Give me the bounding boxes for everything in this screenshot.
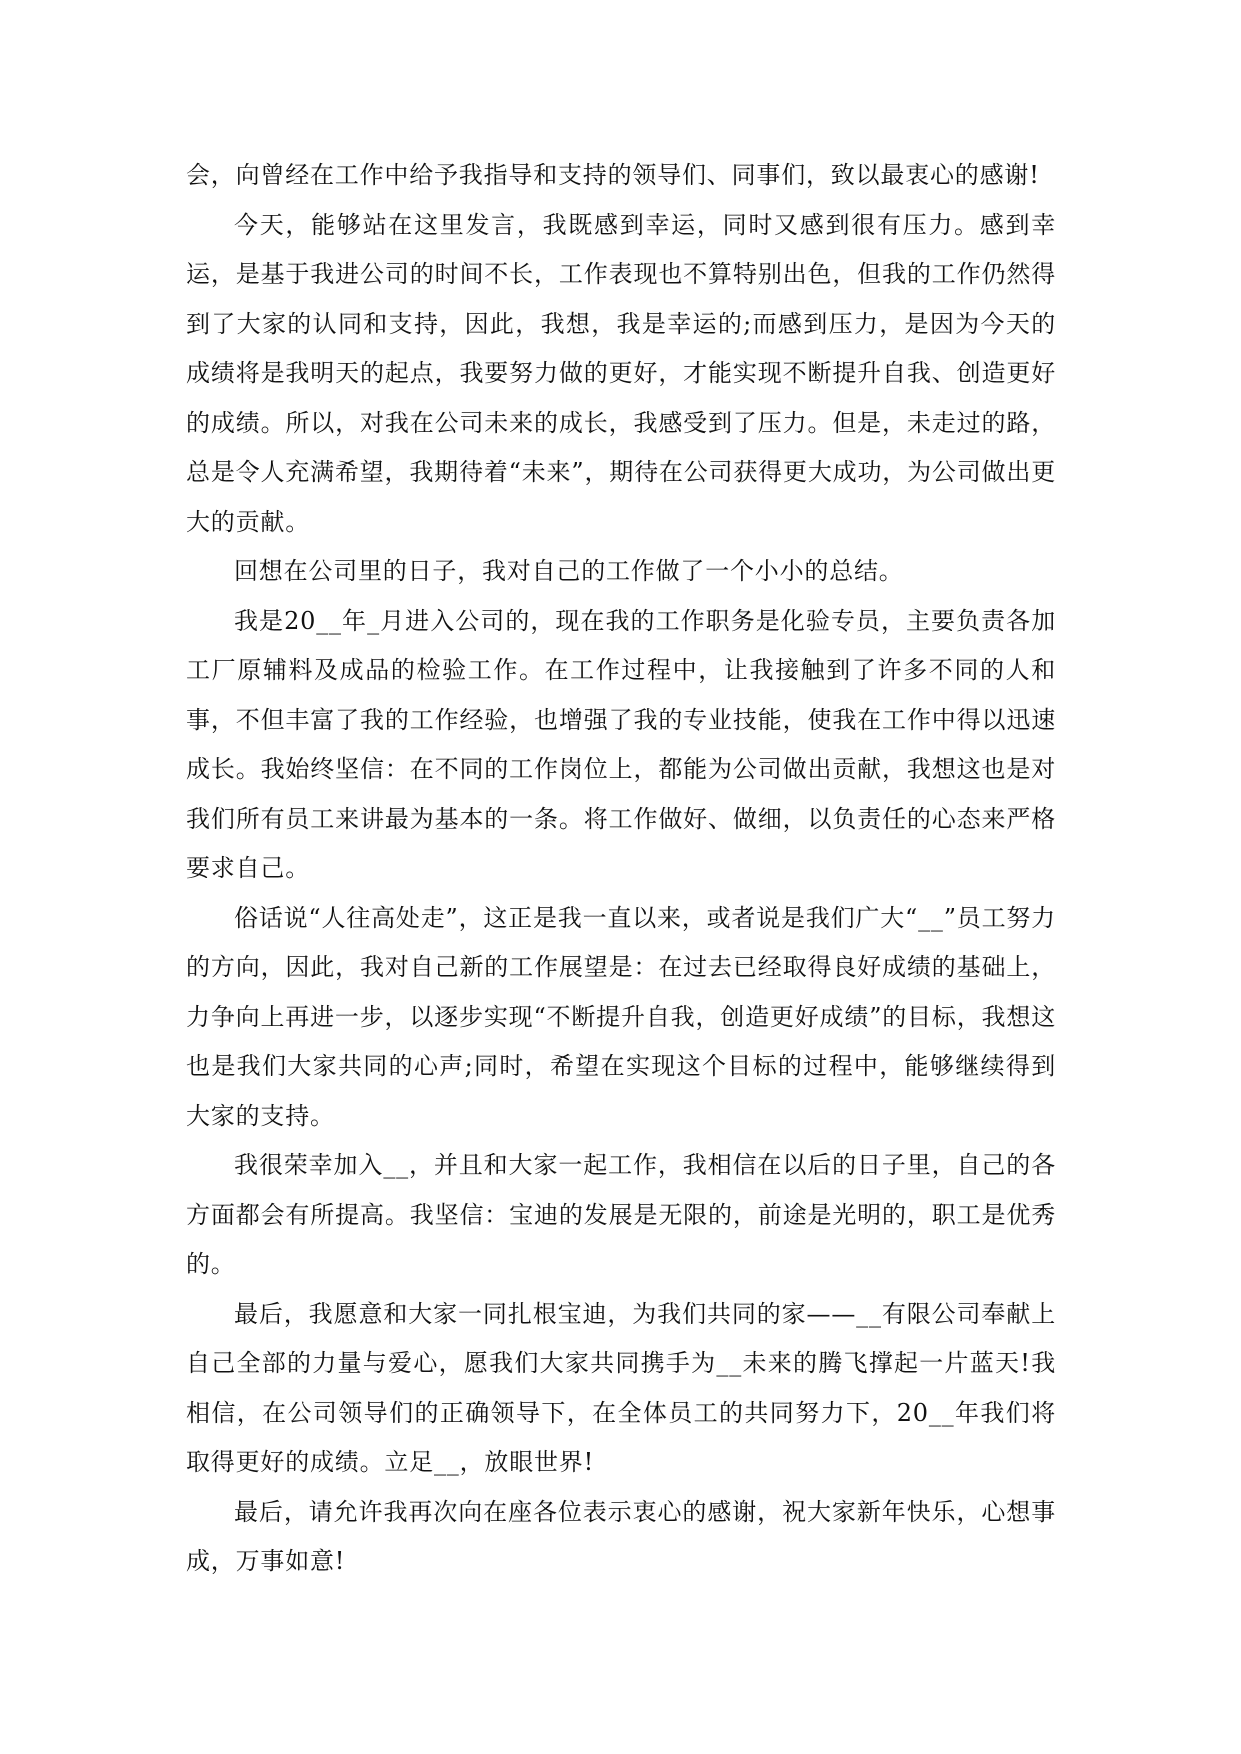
paragraph-continuation: 会，向曾经在工作中给予我指导和支持的领导们、同事们，致以最衷心的感谢!: [186, 161, 1040, 189]
paragraph: 我是20__年_月进入公司的，现在我的工作职务是化验专员，主要负责各加工厂原辅料及成品的检验工作。在工作过程中，让我接触到了许多不同的人和事，不但丰富了我的工作经验，也增强了我的专业技能，使我在工作中得以迅速成长。我始终坚信：在不同的工作岗位上，都能为公司做出贡献，我想这也是对我们所有员工来讲最为基本的一条。将工作做好、做细，以负责任的心态来严格要求自己。: [186, 606, 1056, 882]
paragraph: 俗话说“人往高处走”，这正是我一直以来，或者说是我们广大“__”员工努力的方向，因此，我对自己新的工作展望是：在过去已经取得良好成绩的基础上，力争向上再进一步，以逐步实现“不断提升自我，创造更好成绩”的目标，我想这也是我们大家共同的心声;同时，希望在实现这个目标的过程中，能够继续得到大家的支持。: [186, 903, 1056, 1130]
paragraph: 最后，我愿意和大家一同扎根宝迪，为我们共同的家——__有限公司奉献上自己全部的力量与爱心，愿我们大家共同携手为__未来的腾飞撑起一片蓝天!我相信，在公司领导们的正确领导下，在全体员工的共同努力下，20__年我们将取得更好的成绩。立足__，放眼世界!: [186, 1299, 1056, 1476]
paragraph: 回想在公司里的日子，我对自己的工作做了一个小小的总结。: [234, 557, 904, 585]
paragraph: 我很荣幸加入__，并且和大家一起工作，我相信在以后的日子里，自己的各方面都会有所提高。我坚信：宝迪的发展是无限的，前途是光明的，职工是优秀的。: [186, 1151, 1056, 1278]
paragraph: 今天，能够站在这里发言，我既感到幸运，同时又感到很有压力。感到幸运，是基于我进公司的时间不长，工作表现也不算特别出色，但我的工作仍然得到了大家的认同和支持，因此，我想，我是幸运的;而感到压力，是因为今天的成绩将是我明天的起点，我要努力做的更好，才能实现不断提升自我、创造更好的成绩。所以，对我在公司未来的成长，我感受到了压力。但是，未走过的路，总是令人充满希望，我期待着“未来”，期待在公司获得更大成功，为公司做出更大的贡献。: [186, 210, 1056, 536]
document-body: [186, 151, 1056, 1587]
paragraph: 最后，请允许我再次向在座各位表示衷心的感谢，祝大家新年快乐，心想事成，万事如意!: [186, 1497, 1056, 1575]
